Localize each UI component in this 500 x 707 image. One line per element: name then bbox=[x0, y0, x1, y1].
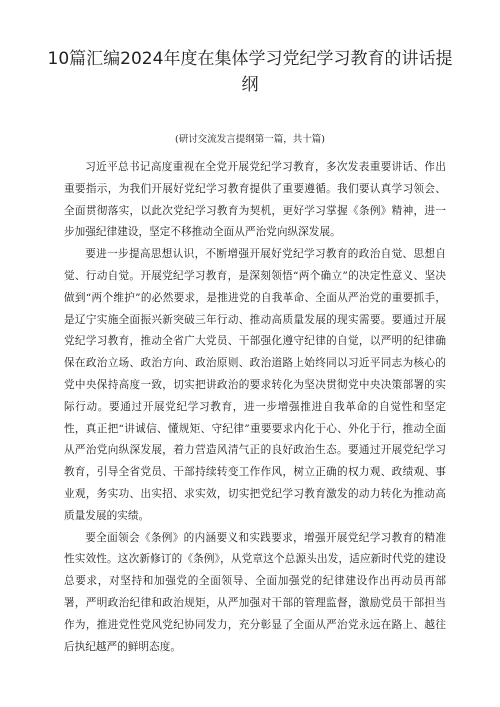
paragraph: 习近平总书记高度重视在全党开展党纪学习教育，多次发表重要讲话、作出重要指示，为我们开展好党纪学习教育提供了重要遵循。我们要认真学习领会、全面贯彻落实，以此次党纪学习教育为契机，更好学习掌握《条例》精神，进一步加强纪律建设，坚定不移推动全面从严治党向纵深发展。 bbox=[64, 161, 446, 239]
paragraph: 要全面领会《条例》的内涵要义和实践要求，增强开展党纪学习教育的精准性实效性。这次新修订的《条例》，从党章这个总源头出发，适应新时代党的建设总要求，对坚持和加强党的全面领导、全面加强党的纪律建设作出再动员再部署，严明政治纪律和政治规矩，从严加强对干部的管理监督，激励党员干部担当作为，推进党性党风党纪协同发力，充分彰显了全面从严治党永远在路上、越往后执纪越严的鲜明态度。 bbox=[64, 531, 446, 653]
document-body bbox=[64, 157, 446, 658]
document-subtitle: (研讨交流发言提纲第一篇，共十篇) bbox=[175, 134, 325, 145]
document-title: 10篇汇编2024年度在集体学习党纪学习教育的讲话提纲 bbox=[47, 49, 453, 95]
paragraph: 要进一步提高思想认识，不断增强开展好党纪学习教育的政治自觉、思想自觉、行动自觉。开展党纪学习教育，是深刻领悟“两个确立”的决定性意义、坚决做到“两个维护”的必然要求，是推进党的自我革命、全面从严治党的重要抓手，是辽宁实施全面振兴新突破三年行动、推动高质量发展的现实需要。要通过开展党纪学习教育，推动全省广大党员、干部强化遵守纪律的自觉，以严明的纪律确保在政治立场、政治方向、政治原则、政治道路上始终同以习近平同志为核心的党中央保持高度一致，切实把讲政治的要求转化为坚决贯彻党中央决策部署的实际行动。要通过开展党纪学习教育，进一步增强推进自我革命的自觉性和坚定性，真正把“讲诚信、懂规矩、守纪律”重要要求内化于心、外化于行，推动全面从严治党向纵深发展，着力营造风清气正的良好政治生态。要通过开展党纪学习教育，引导全省党员、干部持续转变工作作风，树立正确的权力观、政绩观、事业观，务实功、出实招、求实效，切实把党纪学习教育激发的动力转化为推动高质量发展的实绩。 bbox=[64, 248, 446, 522]
